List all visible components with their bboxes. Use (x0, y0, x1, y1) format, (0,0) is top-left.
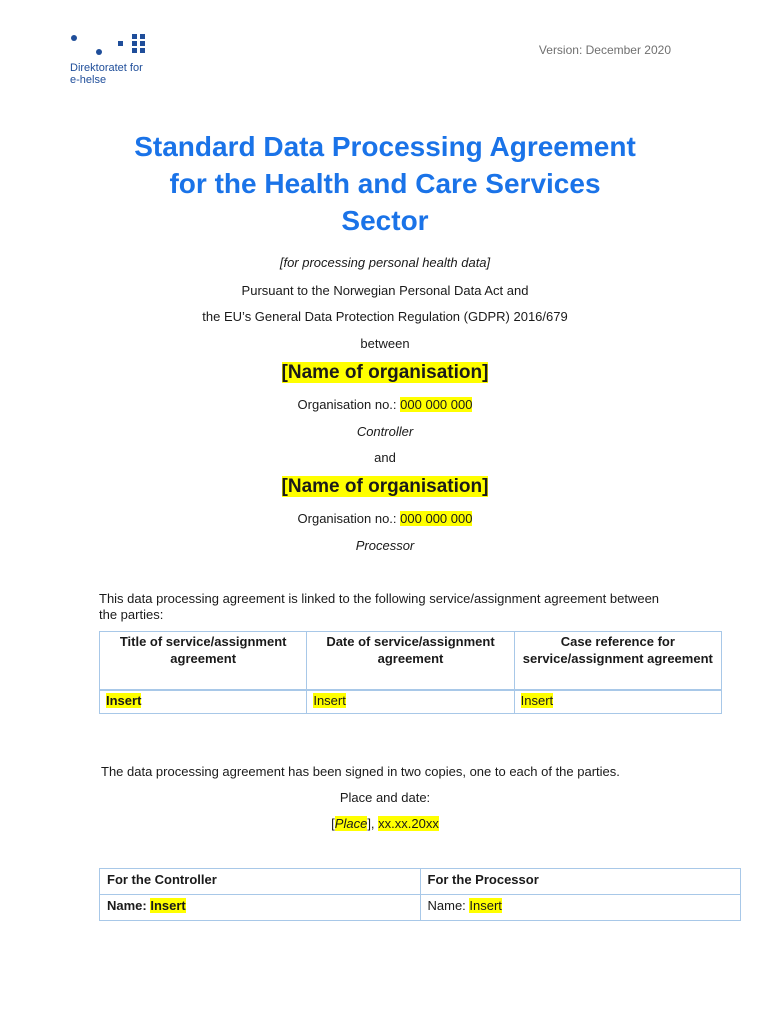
and-text: and (374, 450, 396, 465)
between-text: between (360, 336, 410, 351)
controller-name-value[interactable]: Insert (150, 898, 186, 913)
place-date-label: Place and date: (339, 790, 431, 805)
logo-dots-icon (68, 32, 158, 62)
cell-date[interactable] (307, 690, 514, 714)
controller-org-label: Organisation no.: (297, 397, 401, 412)
table-header-row (100, 632, 722, 690)
processor-name-label: Name: (427, 898, 470, 913)
pursuant-text: Pursuant to the Norwegian Personal Data Act and (241, 283, 529, 298)
title-line3: Sector (341, 205, 429, 236)
header-date: Date of service/assignment agreement (307, 632, 514, 690)
controller-org-number (0, 397, 770, 413)
title-insert[interactable]: Insert (106, 692, 142, 708)
place-close: ], (367, 816, 379, 831)
controller-org-name-text: [Name of organisation] (281, 362, 489, 383)
cell-case-reference[interactable] (514, 690, 721, 714)
controller-header: For the Controller (100, 869, 421, 895)
case-reference-insert[interactable]: Insert (520, 692, 554, 708)
link-paragraph: This data processing agreement is linked to the following service/assignment agreement between the parties: (99, 591, 660, 622)
header-case-reference: Case reference for service/assignment agreement (514, 632, 721, 690)
logo-text (70, 62, 143, 86)
signature-table (99, 868, 741, 921)
version-label: Version: December 2020 (538, 43, 671, 57)
processor-org-name (0, 476, 770, 498)
date-insert[interactable]: Insert (313, 692, 346, 708)
processor-header: For the Processor (420, 869, 741, 895)
processor-name-cell[interactable] (420, 895, 741, 921)
controller-name-label: Name: (107, 898, 151, 913)
table-row (100, 690, 722, 714)
logo-text-line1: Direktoratet for (70, 62, 143, 74)
controller-name-cell[interactable] (100, 895, 421, 921)
processor-org-name-text: [Name of organisation] (281, 476, 489, 497)
gdpr-text: the EU’s General Data Protection Regulation (GDPR) 2016/679 (202, 309, 568, 324)
signed-paragraph: The data processing agreement has been signed in two copies, one to each of the parties. (101, 764, 620, 779)
date-value[interactable]: xx.xx.20xx (378, 816, 439, 831)
place-open: [ (331, 816, 335, 831)
subtitle: [for processing personal health data] (279, 255, 491, 270)
processor-name-value[interactable]: Insert (469, 898, 502, 913)
signature-name-row (100, 895, 741, 921)
title-line1: Standard Data Processing Agreement (134, 131, 636, 162)
directorate-logo (68, 32, 158, 88)
controller-role: Controller (356, 424, 414, 439)
processor-role: Processor (355, 538, 415, 553)
title-line2: for the Health and Care Services (169, 168, 601, 199)
processor-org-label: Organisation no.: (297, 511, 401, 526)
logo-text-line2: e-helse (70, 74, 107, 86)
controller-org-no: 000 000 000 (400, 397, 473, 412)
cell-title[interactable] (100, 690, 307, 714)
controller-org-name (0, 362, 770, 384)
signature-header-row (100, 869, 741, 895)
processor-org-number (0, 511, 770, 527)
place-date-value (0, 816, 770, 832)
header-title: Title of service/assignment agreement (100, 632, 307, 690)
service-agreement-table (99, 631, 722, 714)
document-title (0, 128, 770, 239)
place-value[interactable]: Place (334, 816, 368, 831)
processor-org-no: 000 000 000 (400, 511, 473, 526)
